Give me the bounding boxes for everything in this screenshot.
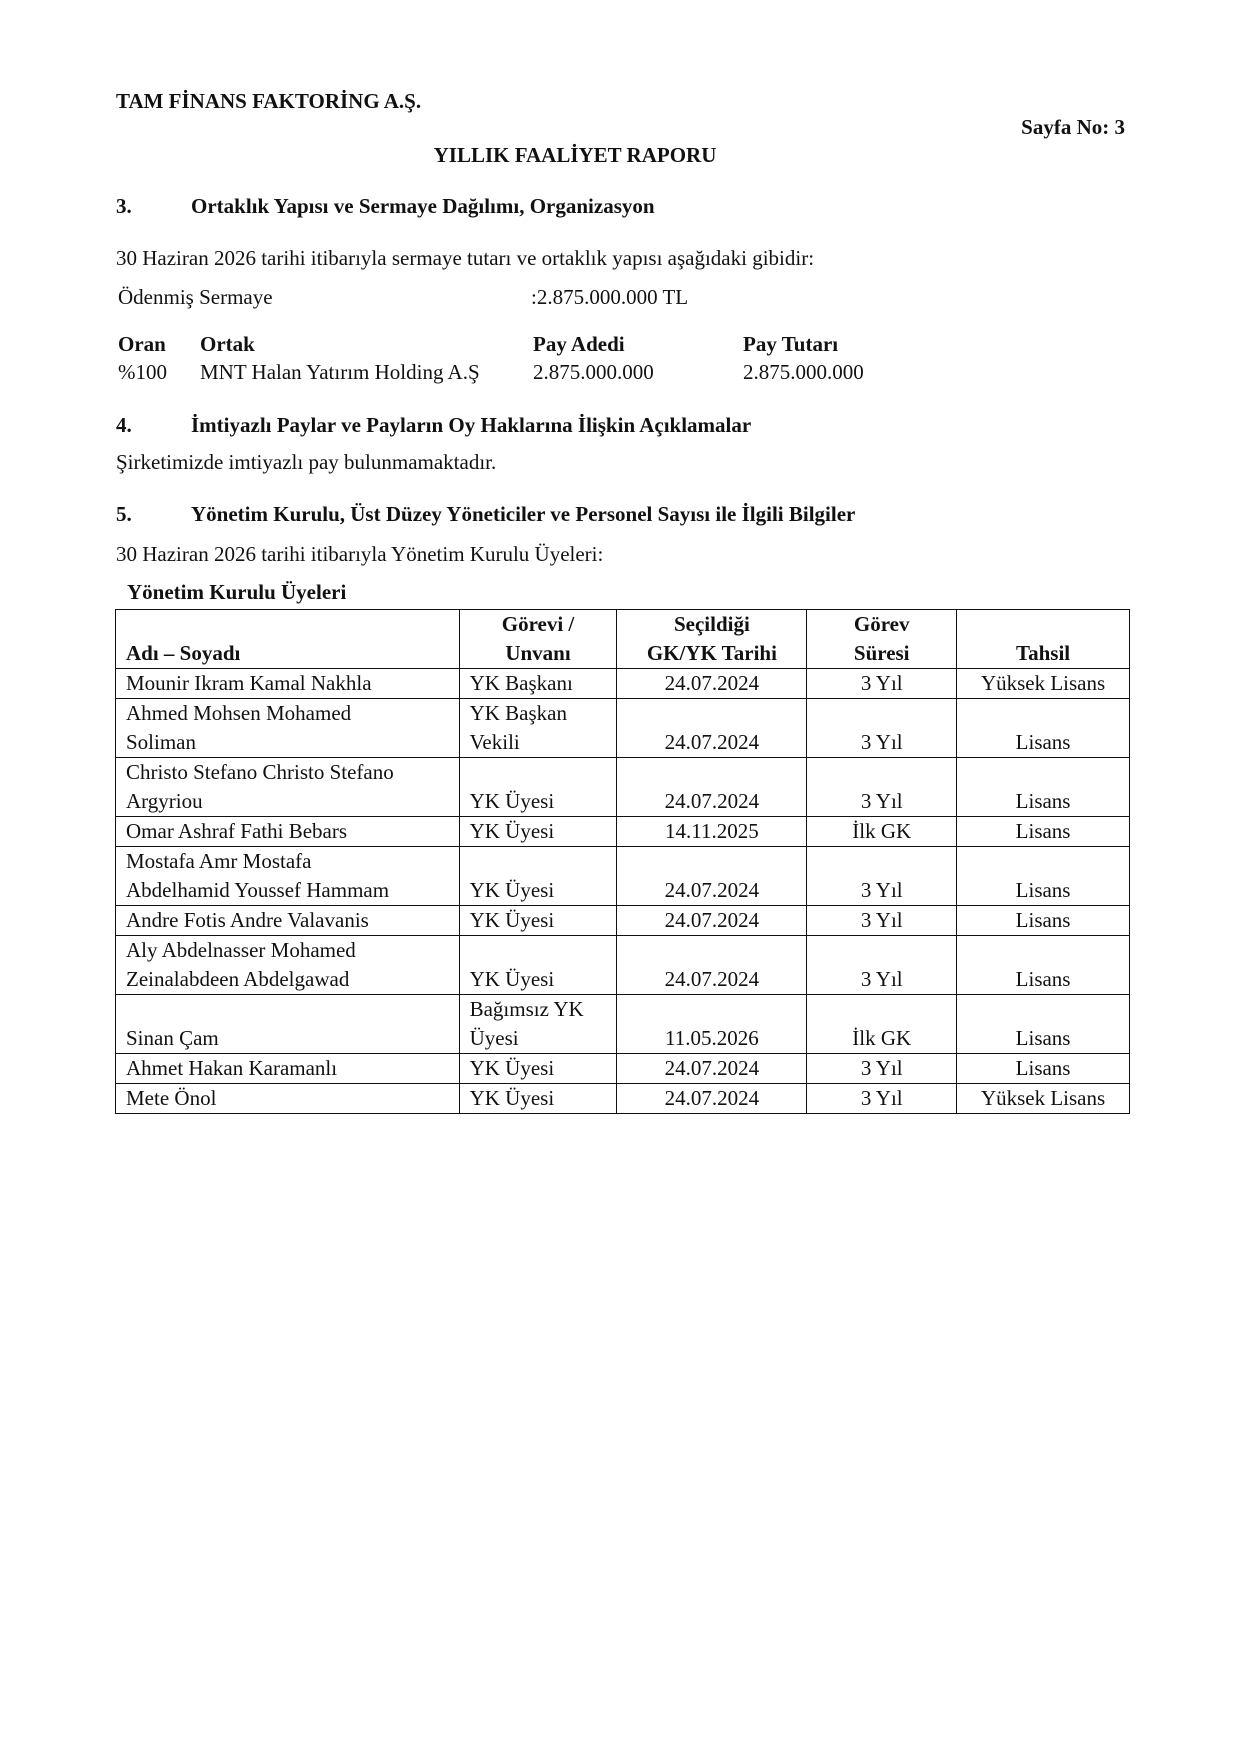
member-education: Lisans bbox=[957, 906, 1130, 936]
member-education: Lisans bbox=[957, 936, 1130, 995]
share-header-oran: Oran bbox=[118, 332, 166, 356]
member-term: 3 Yıl bbox=[807, 847, 957, 906]
section-5-title: Yönetim Kurulu, Üst Düzey Yöneticiler ve Personel Sayısı ile İlgili Bilgiler bbox=[191, 502, 856, 526]
member-election-date: 24.07.2024 bbox=[617, 906, 807, 936]
member-name: Sinan Çam bbox=[116, 995, 460, 1054]
member-term: İlk GK bbox=[807, 995, 957, 1054]
member-term: İlk GK bbox=[807, 817, 957, 847]
member-role: YK Üyesi bbox=[459, 758, 617, 817]
section-4-title: İmtiyazlı Paylar ve Payların Oy Haklarına İlişkin Açıklamalar bbox=[191, 413, 752, 437]
member-term: 3 Yıl bbox=[807, 699, 957, 758]
company-name: TAM FİNANS FAKTORİNG A.Ş. bbox=[116, 89, 422, 113]
member-election-date: 24.07.2024 bbox=[617, 847, 807, 906]
header-date: Seçildiği GK/YK Tarihi bbox=[617, 610, 807, 669]
board-table-caption: Yönetim Kurulu Üyeleri bbox=[127, 580, 347, 604]
member-term: 3 Yıl bbox=[807, 1054, 957, 1084]
header-term: Görev Süresi bbox=[807, 610, 957, 669]
share-header-ortak: Ortak bbox=[200, 332, 255, 356]
member-role: YK Üyesi bbox=[459, 906, 617, 936]
board-table-body bbox=[116, 669, 1130, 1114]
capital-label: Ödenmiş Sermaye bbox=[118, 285, 273, 309]
member-term: 3 Yıl bbox=[807, 906, 957, 936]
member-role: YK Üyesi bbox=[459, 936, 617, 995]
table-row bbox=[116, 906, 1130, 936]
header-role: Görevi / Unvanı bbox=[459, 610, 617, 669]
member-name: Andre Fotis Andre Valavanis bbox=[116, 906, 460, 936]
page-number: Sayfa No: 3 bbox=[1021, 115, 1125, 139]
section-3-intro: 30 Haziran 2026 tarihi itibarıyla sermaye tutarı ve ortaklık yapısı aşağıdaki gibidir: bbox=[116, 246, 815, 270]
member-election-date: 24.07.2024 bbox=[617, 669, 807, 699]
section-3-title: Ortaklık Yapısı ve Sermaye Dağılımı, Organizasyon bbox=[191, 194, 655, 218]
member-role: YK Üyesi bbox=[459, 817, 617, 847]
member-role: YK Başkanı bbox=[459, 669, 617, 699]
table-row bbox=[116, 936, 1130, 995]
table-row bbox=[116, 1054, 1130, 1084]
member-election-date: 14.11.2025 bbox=[617, 817, 807, 847]
member-role: YK Üyesi bbox=[459, 1084, 617, 1114]
member-election-date: 24.07.2024 bbox=[617, 1084, 807, 1114]
section-5-number: 5. bbox=[116, 502, 132, 526]
section-4-number: 4. bbox=[116, 413, 132, 437]
member-term: 3 Yıl bbox=[807, 669, 957, 699]
share-header-pay-adedi: Pay Adedi bbox=[533, 332, 625, 356]
table-row bbox=[116, 817, 1130, 847]
member-election-date: 11.05.2026 bbox=[617, 995, 807, 1054]
member-education: Lisans bbox=[957, 847, 1130, 906]
member-role: YK Üyesi bbox=[459, 847, 617, 906]
header-name: Adı – Soyadı bbox=[116, 610, 460, 669]
member-name: Mete Önol bbox=[116, 1084, 460, 1114]
member-education: Lisans bbox=[957, 1054, 1130, 1084]
table-row bbox=[116, 847, 1130, 906]
member-election-date: 24.07.2024 bbox=[617, 758, 807, 817]
member-name: Mounir Ikram Kamal Nakhla bbox=[116, 669, 460, 699]
member-term: 3 Yıl bbox=[807, 1084, 957, 1114]
share-pay-tutari: 2.875.000.000 bbox=[743, 360, 864, 384]
header-education: Tahsil bbox=[957, 610, 1130, 669]
table-row bbox=[116, 995, 1130, 1054]
member-education: Lisans bbox=[957, 995, 1130, 1054]
member-education: Lisans bbox=[957, 817, 1130, 847]
capital-value: :2.875.000.000 TL bbox=[531, 285, 689, 309]
share-header-pay-tutari: Pay Tutarı bbox=[743, 332, 839, 356]
member-role: YK Başkan Vekili bbox=[459, 699, 617, 758]
share-ortak: MNT Halan Yatırım Holding A.Ş bbox=[200, 360, 480, 384]
section-3-number: 3. bbox=[116, 194, 132, 218]
member-education: Yüksek Lisans bbox=[957, 1084, 1130, 1114]
member-name: Ahmed Mohsen Mohamed Soliman bbox=[116, 699, 460, 758]
table-row bbox=[116, 1084, 1130, 1114]
member-name: Ahmet Hakan Karamanlı bbox=[116, 1054, 460, 1084]
report-title: YILLIK FAALİYET RAPORU bbox=[433, 143, 717, 167]
member-term: 3 Yıl bbox=[807, 758, 957, 817]
share-oran: %100 bbox=[118, 360, 167, 384]
section-4-text: Şirketimizde imtiyazlı pay bulunmamaktadır. bbox=[116, 450, 497, 474]
board-members-table bbox=[115, 609, 1130, 1114]
member-election-date: 24.07.2024 bbox=[617, 1054, 807, 1084]
share-pay-adedi: 2.875.000.000 bbox=[533, 360, 654, 384]
member-election-date: 24.07.2024 bbox=[617, 936, 807, 995]
member-election-date: 24.07.2024 bbox=[617, 699, 807, 758]
table-header-row bbox=[116, 610, 1130, 669]
member-name: Omar Ashraf Fathi Bebars bbox=[116, 817, 460, 847]
member-name: Mostafa Amr Mostafa Abdelhamid Youssef Hammam bbox=[116, 847, 460, 906]
table-row bbox=[116, 758, 1130, 817]
member-term: 3 Yıl bbox=[807, 936, 957, 995]
member-education: Lisans bbox=[957, 699, 1130, 758]
member-education: Yüksek Lisans bbox=[957, 669, 1130, 699]
member-role: Bağımsız YK Üyesi bbox=[459, 995, 617, 1054]
member-education: Lisans bbox=[957, 758, 1130, 817]
member-role: YK Üyesi bbox=[459, 1054, 617, 1084]
section-5-intro: 30 Haziran 2026 tarihi itibarıyla Yönetim Kurulu Üyeleri: bbox=[116, 542, 604, 566]
table-row bbox=[116, 699, 1130, 758]
member-name: Christo Stefano Christo Stefano Argyriou bbox=[116, 758, 460, 817]
member-name: Aly Abdelnasser Mohamed Zeinalabdeen Abdelgawad bbox=[116, 936, 460, 995]
table-row bbox=[116, 669, 1130, 699]
